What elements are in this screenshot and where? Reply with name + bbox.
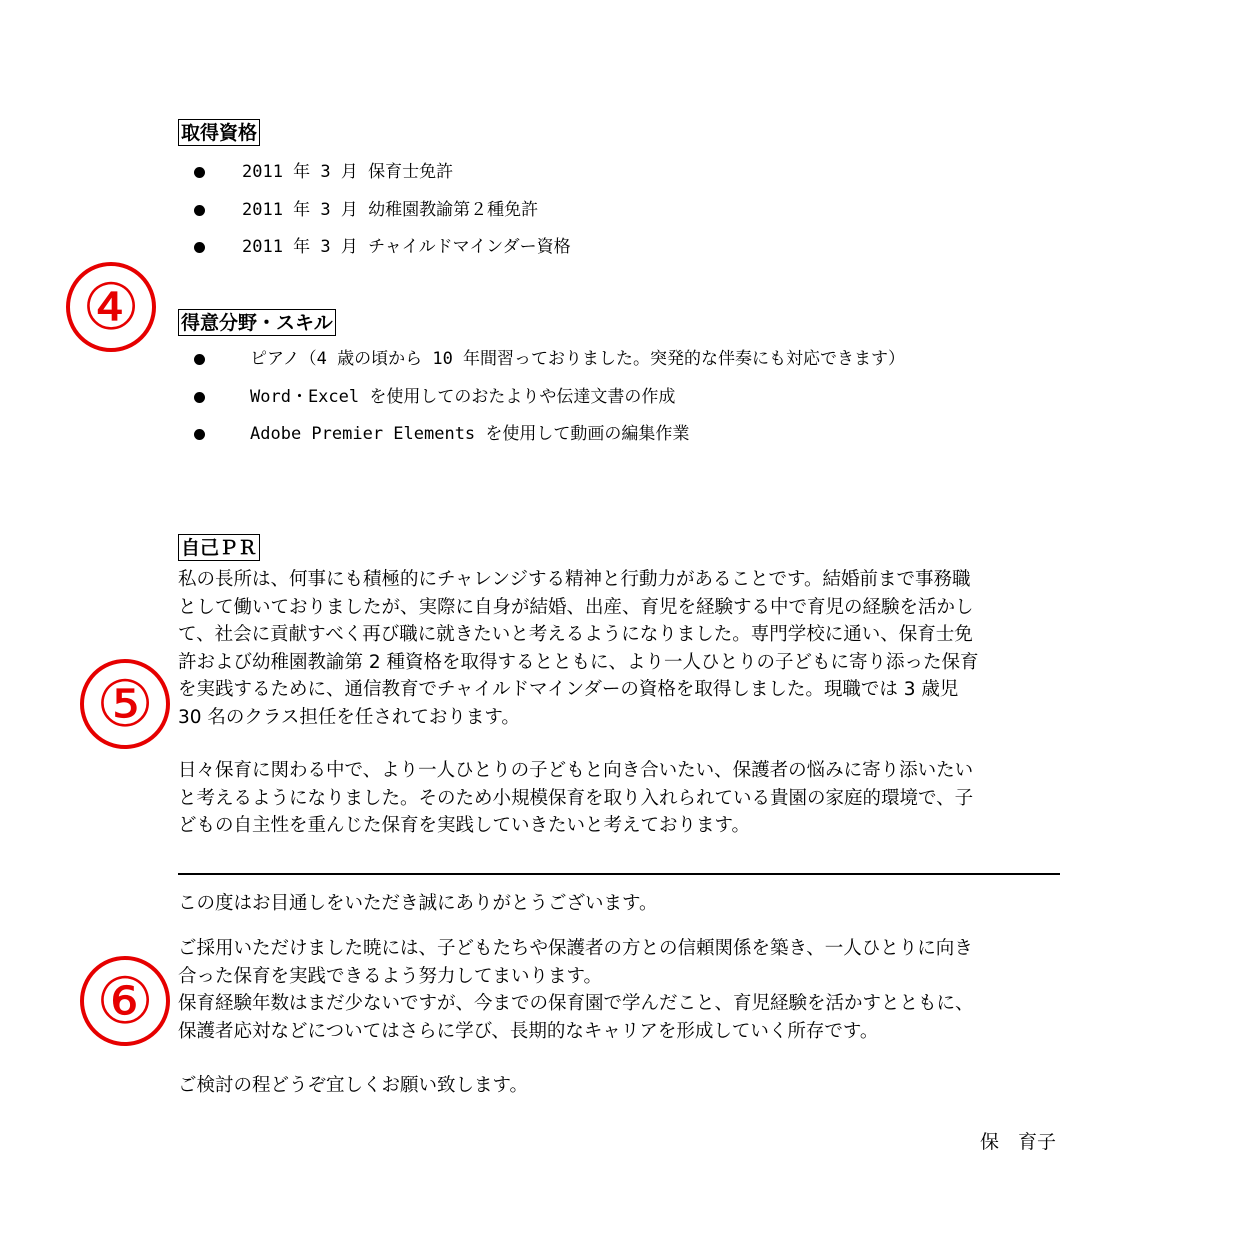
- closing-line-1: この度はお目通しをいただき誠にありがとうございます。: [178, 893, 658, 914]
- section-divider: [178, 873, 1060, 875]
- bullet-icon: [194, 242, 205, 253]
- skills-heading: 得意分野・スキル: [178, 309, 336, 336]
- qualifications-heading: 取得資格: [178, 119, 260, 146]
- section-marker-4: ④: [66, 262, 156, 352]
- section-marker-5: ⑤: [80, 659, 170, 749]
- closing-paragraph: ご採用いただけました暁には、子どもたちや保護者の方との信頼関係を築き、一人ひとりに向き 合った保育を実践できるよう努力してまいります。 保育経験年数はまだ少ないですが、今までの保育園で学んだこと、育児経験を活かすとともに、 保護者応対などについてはさらに学び、長期的なキャリアを形成していく所存です。: [178, 938, 974, 1042]
- bullet-icon: [194, 205, 205, 216]
- self-pr-paragraph-1: 私の長所は、何事にも積極的にチャレンジする精神と行動力があることです。結婚前まで事務職 として働いておりましたが、実際に自身が結婚、出産、育児を経験する中で育児の経験を活かし て、社会に貢献すべく再び職に就きたいと考えるようになりました。専門学校に通い、保育士免 許および幼稚園教諭第 2 種資格を取得するとともに、より一人ひとりの子どもに寄り添った保育 を実践するために、通信教育でチャイルドマインダーの資格を取得しました。現職では 3 歳児 30 名のクラス担任を任されております。: [178, 569, 979, 728]
- self-pr-heading: 自己ＰＲ: [178, 534, 260, 561]
- document-page: 取得資格 2011 年 3 月 保育士免許 2011 年 3 月 幼稚園教諭第２種免許 2011 年 3 月 チャイルドマインダー資格 ④ 得意分野・スキル ピアノ（4 歳の頃から 10 年間習っておりました。突発的な伴奏にも対応できます） Word・Excel を使用してのおたよりや伝達文書の作成 Adobe Premier Elements を使用して動画の編集作業 自己ＰＲ ⑤ 私の長所は、何事にも積極的にチャレンジする精神と行動力があることです。結婚前まで事務職 として働いておりましたが、実際に自身が結婚、出産、育児を経験する中で育児の経験を活かし て、社会に貢献すべく再び職に就きたいと考えるようになりました。専門学校に通い、保育士免 許および幼稚園教諭第 2 種資格を取得するとともに、より一人ひとりの子どもに寄り添った保育 を実践するために、通信教育でチャイルドマインダーの資格を取得しました。現職では 3 歳児 30 名のクラス担任を任されております。 日々保育に関わる中で、より一人ひとりの子どもと向き合いたい、保護者の悩みに寄り添いたい と考えるようになりました。そのため小規模保育を取り入れられている貴園の家庭的環境で、子 どもの自主性を重んじた保育を実践していきたいと考えております。 この度はお目通しをいただき誠にありがとうございます。 ⑥ ご採用いただけました暁には、子どもたちや保護者の方との信頼関係を築き、一人ひとりに向き 合った保育を実践できるよう努力してまいります。 保育経験年数はまだ少ないですが、今までの保育園で学んだこと、育児経験を活かすとともに、 保護者応対などについてはさらに学び、長期的なキャリアを形成していく所存です。 ご検討の程どうぞ宜しくお願い致します。 保 育子: [0, 0, 1240, 1245]
- closing-final: ご検討の程どうぞ宜しくお願い致します。: [178, 1075, 529, 1096]
- bullet-icon: [194, 429, 205, 440]
- signature: 保 育子: [980, 1131, 1057, 1153]
- bullet-icon: [194, 392, 205, 403]
- bullet-icon: [194, 354, 205, 365]
- self-pr-paragraph-2: 日々保育に関わる中で、より一人ひとりの子どもと向き合いたい、保護者の悩みに寄り添いたい と考えるようになりました。そのため小規模保育を取り入れられている貴園の家庭的環境で、子 どもの自主性を重んじた保育を実践していきたいと考えております。: [178, 760, 974, 836]
- bullet-icon: [194, 167, 205, 178]
- section-marker-6: ⑥: [80, 956, 170, 1046]
